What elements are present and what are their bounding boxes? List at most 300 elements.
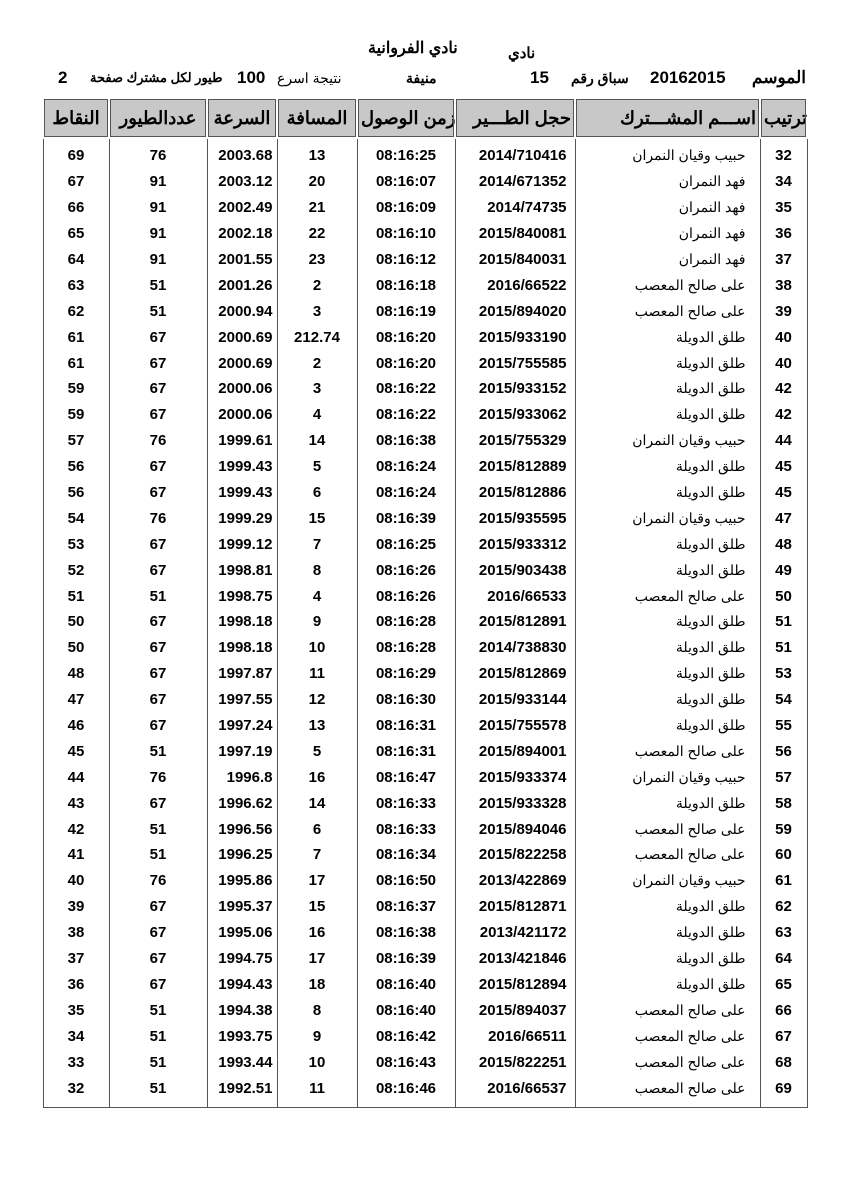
cell-ring: 2016/66537 bbox=[455, 1075, 575, 1107]
cell-rank: 67 bbox=[760, 1023, 807, 1049]
table-row bbox=[43, 247, 807, 273]
cell-ring: 2015/933190 bbox=[455, 324, 575, 350]
cell-points: 45 bbox=[43, 738, 109, 764]
cell-ring: 2015/894046 bbox=[455, 816, 575, 842]
cell-rank: 51 bbox=[760, 635, 807, 661]
table-row bbox=[43, 738, 807, 764]
table-row bbox=[43, 557, 807, 583]
cell-arrival: 08:16:20 bbox=[357, 324, 455, 350]
cell-speed: 1996.25 bbox=[207, 842, 277, 868]
cell-member: طلق الدويلة bbox=[575, 972, 760, 998]
table-row bbox=[43, 790, 807, 816]
cell-birds: 67 bbox=[109, 557, 207, 583]
cell-birds: 51 bbox=[109, 997, 207, 1023]
cell-distance: 9 bbox=[277, 1023, 357, 1049]
table-row bbox=[43, 583, 807, 609]
cell-speed: 1999.61 bbox=[207, 428, 277, 454]
cell-rank: 39 bbox=[760, 298, 807, 324]
cell-speed: 1999.29 bbox=[207, 505, 277, 531]
cell-points: 53 bbox=[43, 531, 109, 557]
cell-arrival: 08:16:34 bbox=[357, 842, 455, 868]
cell-arrival: 08:16:39 bbox=[357, 505, 455, 531]
cell-distance: 13 bbox=[277, 138, 357, 169]
col-distance: المسافة bbox=[277, 98, 357, 138]
col-points: النقاط bbox=[43, 98, 109, 138]
cell-ring: 2015/812886 bbox=[455, 480, 575, 506]
cell-arrival: 08:16:22 bbox=[357, 402, 455, 428]
cell-arrival: 08:16:18 bbox=[357, 272, 455, 298]
table-row bbox=[43, 661, 807, 687]
cell-arrival: 08:16:40 bbox=[357, 997, 455, 1023]
cell-ring: 2016/66522 bbox=[455, 272, 575, 298]
cell-member: طلق الدويلة bbox=[575, 661, 760, 687]
cell-speed: 1999.12 bbox=[207, 531, 277, 557]
cell-arrival: 08:16:38 bbox=[357, 920, 455, 946]
cell-birds: 76 bbox=[109, 505, 207, 531]
cell-rank: 58 bbox=[760, 790, 807, 816]
cell-birds: 67 bbox=[109, 661, 207, 687]
cell-member: على صالح المعصب bbox=[575, 1023, 760, 1049]
cell-points: 52 bbox=[43, 557, 109, 583]
cell-birds: 76 bbox=[109, 868, 207, 894]
cell-speed: 1995.37 bbox=[207, 894, 277, 920]
cell-member: على صالح المعصب bbox=[575, 816, 760, 842]
cell-distance: 8 bbox=[277, 997, 357, 1023]
cell-arrival: 08:16:12 bbox=[357, 247, 455, 273]
cell-member: على صالح المعصب bbox=[575, 272, 760, 298]
cell-speed: 1993.75 bbox=[207, 1023, 277, 1049]
fastest-label: نتيجة اسرع bbox=[277, 70, 342, 86]
cell-arrival: 08:16:38 bbox=[357, 428, 455, 454]
cell-rank: 40 bbox=[760, 324, 807, 350]
cell-arrival: 08:16:28 bbox=[357, 635, 455, 661]
cell-distance: 14 bbox=[277, 790, 357, 816]
cell-distance: 21 bbox=[277, 195, 357, 221]
table-row bbox=[43, 454, 807, 480]
cell-ring: 2013/422869 bbox=[455, 868, 575, 894]
cell-birds: 67 bbox=[109, 635, 207, 661]
cell-rank: 34 bbox=[760, 169, 807, 195]
cell-ring: 2015/933062 bbox=[455, 402, 575, 428]
cell-ring: 2015/812894 bbox=[455, 972, 575, 998]
cell-rank: 69 bbox=[760, 1075, 807, 1107]
cell-distance: 11 bbox=[277, 1075, 357, 1107]
fastest-value: 100 bbox=[237, 68, 266, 87]
cell-points: 40 bbox=[43, 868, 109, 894]
cell-rank: 38 bbox=[760, 272, 807, 298]
cell-rank: 44 bbox=[760, 428, 807, 454]
cell-distance: 11 bbox=[277, 661, 357, 687]
cell-distance: 15 bbox=[277, 505, 357, 531]
cell-ring: 2015/894037 bbox=[455, 997, 575, 1023]
cell-birds: 67 bbox=[109, 609, 207, 635]
cell-ring: 2015/840081 bbox=[455, 221, 575, 247]
cell-arrival: 08:16:26 bbox=[357, 583, 455, 609]
cell-arrival: 08:16:37 bbox=[357, 894, 455, 920]
cell-arrival: 08:16:24 bbox=[357, 454, 455, 480]
cell-rank: 64 bbox=[760, 946, 807, 972]
cell-distance: 16 bbox=[277, 764, 357, 790]
col-member: اســـم المشـــترك bbox=[575, 98, 760, 138]
cell-member: طلق الدويلة bbox=[575, 687, 760, 713]
cell-ring: 2015/822258 bbox=[455, 842, 575, 868]
cell-ring: 2015/755329 bbox=[455, 428, 575, 454]
cell-distance: 5 bbox=[277, 738, 357, 764]
cell-birds: 51 bbox=[109, 738, 207, 764]
cell-ring: 2015/755578 bbox=[455, 713, 575, 739]
cell-points: 64 bbox=[43, 247, 109, 273]
cell-arrival: 08:16:26 bbox=[357, 557, 455, 583]
page-number: 2 bbox=[58, 68, 68, 87]
cell-speed: 1999.43 bbox=[207, 454, 277, 480]
cell-points: 65 bbox=[43, 221, 109, 247]
cell-distance: 17 bbox=[277, 868, 357, 894]
cell-points: 69 bbox=[43, 138, 109, 169]
cell-speed: 1995.06 bbox=[207, 920, 277, 946]
cell-arrival: 08:16:31 bbox=[357, 713, 455, 739]
cell-ring: 2015/933328 bbox=[455, 790, 575, 816]
cell-member: فهد النمران bbox=[575, 195, 760, 221]
cell-distance: 22 bbox=[277, 221, 357, 247]
cell-rank: 57 bbox=[760, 764, 807, 790]
club-name: نادي الفروانية bbox=[368, 40, 458, 57]
cell-speed: 1996.8 bbox=[207, 764, 277, 790]
cell-ring: 2015/812891 bbox=[455, 609, 575, 635]
cell-distance: 16 bbox=[277, 920, 357, 946]
cell-birds: 51 bbox=[109, 842, 207, 868]
table-row bbox=[43, 402, 807, 428]
season-label: الموسم bbox=[751, 68, 806, 87]
cell-points: 42 bbox=[43, 816, 109, 842]
table-row bbox=[43, 713, 807, 739]
cell-distance: 9 bbox=[277, 609, 357, 635]
cell-speed: 1997.24 bbox=[207, 713, 277, 739]
cell-rank: 49 bbox=[760, 557, 807, 583]
cell-birds: 91 bbox=[109, 247, 207, 273]
cell-rank: 36 bbox=[760, 221, 807, 247]
cell-member: فهد النمران bbox=[575, 221, 760, 247]
cell-member: على صالح المعصب bbox=[575, 1075, 760, 1107]
cell-distance: 23 bbox=[277, 247, 357, 273]
cell-speed: 2002.18 bbox=[207, 221, 277, 247]
cell-rank: 60 bbox=[760, 842, 807, 868]
table-row bbox=[43, 531, 807, 557]
per-member-label: طيور لكل مشترك صفحة bbox=[90, 70, 223, 85]
table-row bbox=[43, 138, 807, 169]
cell-points: 36 bbox=[43, 972, 109, 998]
cell-distance: 13 bbox=[277, 713, 357, 739]
col-speed: السرعة bbox=[207, 98, 277, 138]
table-row bbox=[43, 635, 807, 661]
cell-speed: 1998.81 bbox=[207, 557, 277, 583]
cell-member: على صالح المعصب bbox=[575, 1049, 760, 1075]
cell-arrival: 08:16:46 bbox=[357, 1075, 455, 1107]
table-row bbox=[43, 687, 807, 713]
table-row bbox=[43, 169, 807, 195]
cell-arrival: 08:16:22 bbox=[357, 376, 455, 402]
cell-member: طلق الدويلة bbox=[575, 480, 760, 506]
cell-distance: 15 bbox=[277, 894, 357, 920]
col-arrival: زمن الوصول bbox=[357, 98, 455, 138]
table-row bbox=[43, 480, 807, 506]
cell-arrival: 08:16:19 bbox=[357, 298, 455, 324]
cell-arrival: 08:16:43 bbox=[357, 1049, 455, 1075]
cell-member: حبيب وقيان النمران bbox=[575, 868, 760, 894]
cell-distance: 212.74 bbox=[277, 324, 357, 350]
cell-rank: 63 bbox=[760, 920, 807, 946]
cell-member: فهد النمران bbox=[575, 247, 760, 273]
table-row bbox=[43, 868, 807, 894]
cell-distance: 12 bbox=[277, 687, 357, 713]
cell-distance: 2 bbox=[277, 350, 357, 376]
cell-points: 54 bbox=[43, 505, 109, 531]
cell-ring: 2013/421172 bbox=[455, 920, 575, 946]
cell-points: 38 bbox=[43, 920, 109, 946]
season-value: 20162015 bbox=[650, 68, 726, 87]
cell-birds: 91 bbox=[109, 195, 207, 221]
cell-ring: 2015/935595 bbox=[455, 505, 575, 531]
cell-distance: 10 bbox=[277, 1049, 357, 1075]
cell-rank: 62 bbox=[760, 894, 807, 920]
cell-ring: 2015/903438 bbox=[455, 557, 575, 583]
cell-rank: 65 bbox=[760, 972, 807, 998]
cell-ring: 2015/933152 bbox=[455, 376, 575, 402]
cell-member: طلق الدويلة bbox=[575, 324, 760, 350]
cell-member: على صالح المعصب bbox=[575, 738, 760, 764]
cell-points: 61 bbox=[43, 324, 109, 350]
table-row bbox=[43, 221, 807, 247]
cell-member: طلق الدويلة bbox=[575, 790, 760, 816]
cell-points: 56 bbox=[43, 480, 109, 506]
cell-member: طلق الدويلة bbox=[575, 713, 760, 739]
cell-speed: 2000.69 bbox=[207, 350, 277, 376]
cell-speed: 2001.55 bbox=[207, 247, 277, 273]
cell-points: 50 bbox=[43, 635, 109, 661]
cell-speed: 2002.49 bbox=[207, 195, 277, 221]
cell-birds: 67 bbox=[109, 402, 207, 428]
cell-ring: 2015/755585 bbox=[455, 350, 575, 376]
cell-ring: 2016/66533 bbox=[455, 583, 575, 609]
cell-member: حبيب وقيان النمران bbox=[575, 505, 760, 531]
table-row bbox=[43, 324, 807, 350]
cell-arrival: 08:16:20 bbox=[357, 350, 455, 376]
cell-birds: 67 bbox=[109, 376, 207, 402]
cell-distance: 6 bbox=[277, 816, 357, 842]
cell-member: فهد النمران bbox=[575, 169, 760, 195]
cell-member: طلق الدويلة bbox=[575, 920, 760, 946]
table-row bbox=[43, 946, 807, 972]
cell-arrival: 08:16:33 bbox=[357, 816, 455, 842]
cell-birds: 67 bbox=[109, 454, 207, 480]
cell-points: 46 bbox=[43, 713, 109, 739]
cell-ring: 2014/738830 bbox=[455, 635, 575, 661]
cell-distance: 2 bbox=[277, 272, 357, 298]
table-row bbox=[43, 816, 807, 842]
cell-points: 33 bbox=[43, 1049, 109, 1075]
cell-birds: 51 bbox=[109, 272, 207, 298]
cell-birds: 67 bbox=[109, 350, 207, 376]
cell-birds: 76 bbox=[109, 138, 207, 169]
cell-ring: 2015/812889 bbox=[455, 454, 575, 480]
cell-ring: 2014/710416 bbox=[455, 138, 575, 169]
cell-birds: 51 bbox=[109, 1049, 207, 1075]
cell-rank: 42 bbox=[760, 376, 807, 402]
cell-speed: 1998.75 bbox=[207, 583, 277, 609]
cell-rank: 37 bbox=[760, 247, 807, 273]
cell-speed: 2003.12 bbox=[207, 169, 277, 195]
cell-distance: 7 bbox=[277, 842, 357, 868]
cell-birds: 51 bbox=[109, 816, 207, 842]
cell-points: 39 bbox=[43, 894, 109, 920]
cell-speed: 2000.94 bbox=[207, 298, 277, 324]
cell-points: 43 bbox=[43, 790, 109, 816]
cell-birds: 67 bbox=[109, 946, 207, 972]
cell-rank: 32 bbox=[760, 138, 807, 169]
cell-rank: 59 bbox=[760, 816, 807, 842]
cell-birds: 51 bbox=[109, 1075, 207, 1107]
cell-birds: 67 bbox=[109, 324, 207, 350]
cell-ring: 2015/822251 bbox=[455, 1049, 575, 1075]
cell-member: طلق الدويلة bbox=[575, 557, 760, 583]
cell-birds: 76 bbox=[109, 428, 207, 454]
cell-distance: 7 bbox=[277, 531, 357, 557]
cell-arrival: 08:16:28 bbox=[357, 609, 455, 635]
cell-rank: 56 bbox=[760, 738, 807, 764]
cell-birds: 91 bbox=[109, 221, 207, 247]
cell-rank: 48 bbox=[760, 531, 807, 557]
table-row bbox=[43, 272, 807, 298]
cell-arrival: 08:16:24 bbox=[357, 480, 455, 506]
cell-birds: 67 bbox=[109, 480, 207, 506]
cell-points: 41 bbox=[43, 842, 109, 868]
cell-birds: 51 bbox=[109, 298, 207, 324]
cell-arrival: 08:16:33 bbox=[357, 790, 455, 816]
location: منيفة bbox=[406, 70, 437, 86]
cell-speed: 1993.44 bbox=[207, 1049, 277, 1075]
cell-member: حبيب وقيان النمران bbox=[575, 138, 760, 169]
cell-member: طلق الدويلة bbox=[575, 635, 760, 661]
cell-ring: 2015/894001 bbox=[455, 738, 575, 764]
cell-distance: 18 bbox=[277, 972, 357, 998]
cell-birds: 67 bbox=[109, 790, 207, 816]
table-row bbox=[43, 842, 807, 868]
cell-distance: 8 bbox=[277, 557, 357, 583]
table-row bbox=[43, 894, 807, 920]
cell-birds: 67 bbox=[109, 920, 207, 946]
cell-member: طلق الدويلة bbox=[575, 531, 760, 557]
cell-rank: 68 bbox=[760, 1049, 807, 1075]
cell-member: طلق الدويلة bbox=[575, 350, 760, 376]
table-row bbox=[43, 1023, 807, 1049]
cell-birds: 67 bbox=[109, 713, 207, 739]
table-row bbox=[43, 764, 807, 790]
cell-member: طلق الدويلة bbox=[575, 609, 760, 635]
cell-distance: 5 bbox=[277, 454, 357, 480]
table-row bbox=[43, 428, 807, 454]
cell-arrival: 08:16:29 bbox=[357, 661, 455, 687]
cell-member: على صالح المعصب bbox=[575, 997, 760, 1023]
cell-ring: 2015/840031 bbox=[455, 247, 575, 273]
cell-points: 34 bbox=[43, 1023, 109, 1049]
cell-member: حبيب وقيان النمران bbox=[575, 428, 760, 454]
cell-rank: 47 bbox=[760, 505, 807, 531]
table-row bbox=[43, 376, 807, 402]
table-row bbox=[43, 505, 807, 531]
cell-points: 35 bbox=[43, 997, 109, 1023]
cell-member: طلق الدويلة bbox=[575, 376, 760, 402]
cell-distance: 20 bbox=[277, 169, 357, 195]
table-body bbox=[43, 138, 807, 1107]
cell-speed: 2001.26 bbox=[207, 272, 277, 298]
cell-points: 59 bbox=[43, 376, 109, 402]
cell-points: 61 bbox=[43, 350, 109, 376]
cell-points: 57 bbox=[43, 428, 109, 454]
cell-distance: 6 bbox=[277, 480, 357, 506]
cell-rank: 53 bbox=[760, 661, 807, 687]
cell-arrival: 08:16:25 bbox=[357, 531, 455, 557]
cell-rank: 35 bbox=[760, 195, 807, 221]
cell-arrival: 08:16:39 bbox=[357, 946, 455, 972]
cell-ring: 2014/74735 bbox=[455, 195, 575, 221]
cell-distance: 14 bbox=[277, 428, 357, 454]
cell-member: طلق الدويلة bbox=[575, 402, 760, 428]
cell-distance: 4 bbox=[277, 583, 357, 609]
cell-rank: 40 bbox=[760, 350, 807, 376]
cell-rank: 42 bbox=[760, 402, 807, 428]
race-number: 15 bbox=[530, 68, 549, 87]
table-row bbox=[43, 1049, 807, 1075]
cell-ring: 2013/421846 bbox=[455, 946, 575, 972]
cell-speed: 1997.55 bbox=[207, 687, 277, 713]
cell-rank: 45 bbox=[760, 454, 807, 480]
cell-points: 56 bbox=[43, 454, 109, 480]
cell-speed: 2000.06 bbox=[207, 402, 277, 428]
cell-rank: 66 bbox=[760, 997, 807, 1023]
col-birds: عددالطيور bbox=[109, 98, 207, 138]
table-row bbox=[43, 972, 807, 998]
cell-points: 66 bbox=[43, 195, 109, 221]
cell-speed: 1995.86 bbox=[207, 868, 277, 894]
cell-ring: 2015/933312 bbox=[455, 531, 575, 557]
club-label: نادي bbox=[508, 45, 536, 62]
cell-points: 32 bbox=[43, 1075, 109, 1107]
cell-arrival: 08:16:30 bbox=[357, 687, 455, 713]
table-row bbox=[43, 1075, 807, 1107]
cell-points: 67 bbox=[43, 169, 109, 195]
cell-speed: 1997.87 bbox=[207, 661, 277, 687]
cell-birds: 91 bbox=[109, 169, 207, 195]
cell-birds: 67 bbox=[109, 531, 207, 557]
cell-points: 47 bbox=[43, 687, 109, 713]
cell-speed: 2003.68 bbox=[207, 138, 277, 169]
cell-arrival: 08:16:50 bbox=[357, 868, 455, 894]
cell-speed: 1998.18 bbox=[207, 635, 277, 661]
cell-distance: 3 bbox=[277, 376, 357, 402]
cell-rank: 45 bbox=[760, 480, 807, 506]
cell-rank: 61 bbox=[760, 868, 807, 894]
cell-points: 62 bbox=[43, 298, 109, 324]
cell-distance: 4 bbox=[277, 402, 357, 428]
cell-points: 37 bbox=[43, 946, 109, 972]
cell-arrival: 08:16:47 bbox=[357, 764, 455, 790]
cell-birds: 67 bbox=[109, 894, 207, 920]
cell-arrival: 08:16:25 bbox=[357, 138, 455, 169]
cell-points: 50 bbox=[43, 609, 109, 635]
cell-ring: 2015/894020 bbox=[455, 298, 575, 324]
cell-member: على صالح المعصب bbox=[575, 842, 760, 868]
cell-points: 63 bbox=[43, 272, 109, 298]
cell-speed: 2000.69 bbox=[207, 324, 277, 350]
